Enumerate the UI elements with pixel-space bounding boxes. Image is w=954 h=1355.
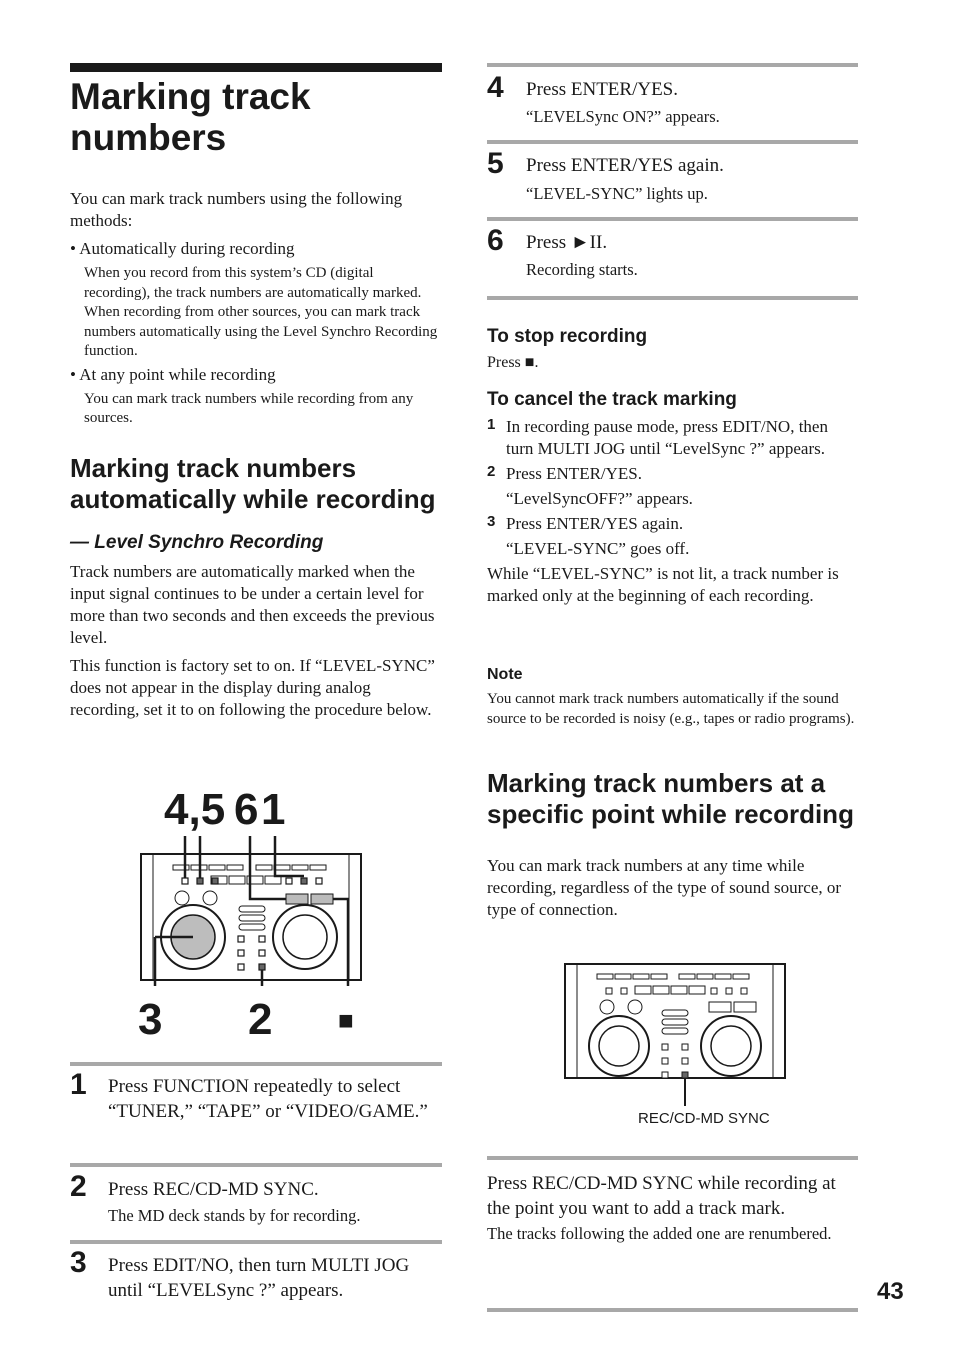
- section-auto-subheading: — Level Synchro Recording: [70, 532, 324, 553]
- section-auto-para1: Track numbers are automatically marked when the input signal continues to be under a certain level for more than two seconds and then exceeds the previous level.: [70, 562, 435, 647]
- cancel-item-3-text: Press ENTER/YES again.: [506, 514, 684, 533]
- cancel-marking: [487, 388, 858, 607]
- stop-recording-text: Press ■.: [487, 354, 539, 371]
- title-bar: [70, 63, 442, 72]
- step-5-rule: [487, 140, 858, 144]
- step-2-text: Press REC/CD-MD SYNC.: [108, 1179, 319, 1200]
- cancel-item-1: [487, 416, 858, 460]
- rec-sync-label: REC/CD-MD SYNC: [638, 1110, 770, 1127]
- callout-1: 1: [261, 785, 286, 834]
- step-6-sub: Recording starts.: [526, 260, 638, 279]
- cancel-after-text: While “LEVEL-SYNC” is not lit, a track number is marked only at the beginning of each recording.: [487, 564, 839, 605]
- section-specific-para: You can mark track numbers at any time while recording, regardless of the type of sound source, or type of connection.: [487, 856, 842, 919]
- step-1-number: 1: [70, 1068, 87, 1101]
- callout-2: 2: [248, 995, 273, 1044]
- step-1-rule: [70, 1062, 442, 1066]
- cancel-item-2-text: Press ENTER/YES.: [506, 464, 642, 483]
- step-4-text: Press ENTER/YES.: [526, 79, 678, 100]
- instruction-sub: The tracks following the added one are renumbered.: [487, 1224, 832, 1243]
- note-text: You cannot mark track numbers automatically if the sound source to be recorded is noisy (e.g., tapes or radio programs).: [487, 691, 855, 727]
- note: [487, 666, 858, 729]
- cancel-item-2-num: 2: [487, 463, 496, 480]
- step-5-text: Press ENTER/YES again.: [526, 155, 724, 176]
- cancel-item-2: [487, 463, 858, 485]
- bullet-any-point: • At any point while recording: [70, 364, 276, 384]
- step-5-number: 5: [487, 147, 504, 180]
- section-auto-heading: Marking track numbers automatically while recording: [70, 453, 436, 514]
- cancel-item-3-sub: “LEVEL-SYNC” goes off.: [506, 539, 690, 558]
- step-4-sub: “LEVELSync ON?” appears.: [526, 107, 720, 126]
- cancel-item-1-num: 1: [487, 416, 496, 433]
- stop-recording: [487, 325, 858, 373]
- cancel-item-2-sub: “LevelSyncOFF?” appears.: [506, 489, 693, 508]
- bullet-auto: • Automatically during recording: [70, 239, 295, 258]
- page-title: Marking track numbers: [70, 76, 311, 158]
- instruction: [487, 1171, 858, 1245]
- section-auto: [70, 453, 442, 721]
- cancel-item-1-text: In recording pause mode, press EDIT/NO, then turn MULTI JOG until “LevelSync ?” appears.: [506, 417, 828, 458]
- cancel-item-3: [487, 513, 858, 535]
- step-6-rule: [487, 217, 858, 221]
- cancel-item-3-num: 3: [487, 513, 496, 530]
- stop-recording-heading: To stop recording: [487, 326, 648, 347]
- callout-6: 6: [234, 785, 259, 834]
- section-auto-para2: This function is factory set to on. If “LEVEL-SYNC” does not appear in the display during analog recording, set it to on following the procedure below.: [70, 656, 435, 719]
- step-2-number: 2: [70, 1170, 87, 1203]
- intro-text: You can mark track numbers using the following methods:: [70, 189, 403, 230]
- step-1-text: Press FUNCTION repeatedly to select “TUNER,” “TAPE” or “VIDEO/GAME.”: [108, 1076, 428, 1122]
- cancel-marking-heading: To cancel the track marking: [487, 389, 737, 410]
- callout-stop: ■: [338, 1005, 354, 1035]
- step-3-number: 3: [70, 1246, 87, 1279]
- bullet-any-point-detail: You can mark track numbers while recording from any sources.: [84, 390, 414, 426]
- section-specific-heading: Marking track numbers at a specific point while recording: [487, 768, 854, 829]
- callout-4-5: 4,5: [164, 785, 226, 834]
- rec-sync-callout-line: [684, 1078, 686, 1106]
- device-panel-illustration-2: [563, 962, 787, 1082]
- callout-3: 3: [138, 995, 163, 1044]
- intro: [70, 188, 442, 429]
- step-3-text: Press EDIT/NO, then turn MULTI JOG until “LEVELSync ?” appears.: [108, 1255, 410, 1301]
- bullet-auto-detail: When you record from this system’s CD (digital recording), the track numbers are automatically marked. When recording from other sources, you can mark track numbers automatically using the Level Synchro Recording function.: [84, 265, 438, 359]
- step-6-number: 6: [487, 224, 504, 257]
- section-specific: [487, 768, 858, 921]
- instruction-rule: [487, 1156, 858, 1160]
- note-heading: Note: [487, 666, 523, 683]
- page-number: 43: [877, 1278, 904, 1305]
- step-2-sub: The MD deck stands by for recording.: [108, 1206, 361, 1225]
- device-panel-illustration: [138, 836, 366, 986]
- step-3-rule: [70, 1240, 442, 1244]
- step-4-number: 4: [487, 71, 504, 104]
- step-6-text: Press ►II.: [526, 232, 608, 253]
- instruction-text: Press REC/CD-MD SYNC while recording at the point you want to add a track mark.: [487, 1173, 836, 1219]
- page-end-rule: [487, 1308, 858, 1312]
- step-4-rule: [487, 63, 858, 67]
- step-5-sub: “LEVEL-SYNC” lights up.: [526, 184, 708, 203]
- steps-end-rule: [487, 296, 858, 300]
- step-2-rule: [70, 1163, 442, 1167]
